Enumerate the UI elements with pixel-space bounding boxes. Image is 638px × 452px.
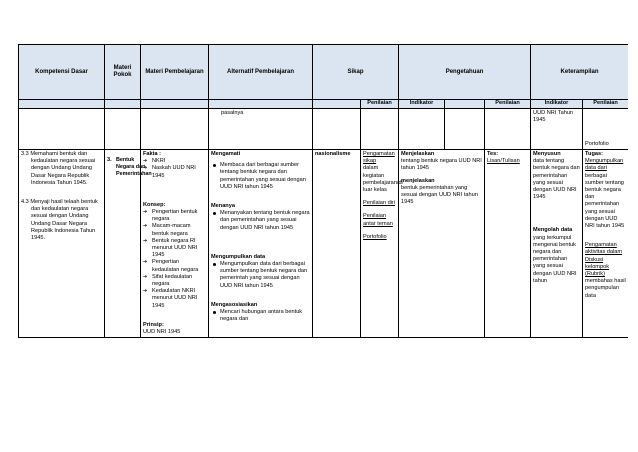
- konsep-item: ➔ Macam-macam bentuk negara: [143, 223, 206, 237]
- fakta-item: ➔ Naskah UUD NRI 1945: [143, 165, 206, 179]
- mengamati-list: [211, 162, 310, 191]
- subheader-sikap-penilaian: Penilaian: [361, 100, 399, 109]
- continuation-keterampilan-indikator: UUD NRI Tahun 1945: [531, 109, 583, 150]
- menanya-title: Menanya: [211, 203, 235, 210]
- mengamati-title: Mengamati: [211, 151, 241, 157]
- rpp-table-page: [18, 44, 628, 452]
- sikap-penilaian-c: Penilaian diri: [363, 200, 396, 207]
- kd-item: 3.3 Memahami bentuk dan kedaulatan negara sesuai dengan Undang Undang Dasar Negara Republik Indonesia Tahun 1945.: [21, 151, 96, 186]
- ket-penilaian-desc-2: membahas hasil pengumpulan data: [585, 278, 626, 299]
- fakta-title: Fakta :: [143, 151, 162, 157]
- continuation-keterampilan-penilaian: Portofolio: [583, 109, 628, 150]
- content-row: [19, 150, 629, 338]
- subheader-pengetahuan-penilaian: Penilaian: [485, 100, 531, 109]
- subheader-keterampilan-indikator: Indikator: [531, 100, 583, 109]
- sikap-penilaian-e: Portofolio: [363, 233, 387, 240]
- header-keterampilan: Keterampilan: [531, 45, 628, 100]
- peng-indikator-title-2: menjelaskan: [401, 177, 435, 184]
- mengumpulkan-item: Mengumpulkan data dari berbagai sumber tentang bentuk negara dan pemerintah yang sesuai dengan UUD NRI tahun 1945: [211, 261, 310, 290]
- konsep-item: ➔ Bentuk negara RI menurut UUD NRI 1945: [143, 238, 206, 260]
- kd-item: 4.3 Menyaji hasil telaah bentuk dan kedaulatan negara sesuai dengan Undang Undang Dasar Negara Republik Indonesia Tahun 1945.: [21, 199, 98, 242]
- prinsip-title: Prinsip:: [143, 321, 164, 328]
- keterampilan-penilaian-cell: [583, 150, 628, 338]
- konsep-item: ➔ Kedaulatan NKRI menurut UUD NRI 1945: [143, 288, 206, 310]
- peng-penilaian-desc: Lisan/Tulisan: [487, 158, 520, 165]
- sikap-penilaian-cell: [361, 150, 403, 338]
- konsep-item: ➔ Sifat kedaulatan negara: [143, 274, 206, 288]
- materi-pokok-cell: [105, 150, 152, 338]
- mengasosiasikan-title: Mengasosiasikan: [211, 301, 258, 308]
- mengasosiasikan-list: [211, 309, 310, 323]
- fakta-list: [143, 158, 206, 180]
- ket-penilaian-desc-1: berbagai sumber tentang bentuk negara dan pemerintahan yang sesuai dengan UUD NRI tahun 1945: [585, 172, 625, 230]
- peng-indikator-desc-2: bentuk pemerintahan yang sesuai dengan UUD NRI tahun 1945: [401, 184, 478, 206]
- ket-penilaian-underlined-2: Pengamatan aktivitas dalam Diskusi kelompok (Rubrik): [585, 242, 623, 278]
- konsep-list: [143, 209, 206, 310]
- lesson-plan-table: [18, 44, 628, 338]
- menanya-item: Menanyakan tentang bentuk negara dan pemerintahan yang sesuai dengan UUD NRI tahun 1945: [211, 210, 310, 232]
- konsep-item: ➔ Pengertian bentuk negara: [143, 209, 206, 223]
- konsep-title: Konsep:: [143, 201, 166, 208]
- ket-penilaian-underlined-1: Mengumpulkan data dari: [585, 158, 624, 172]
- materi-pembelajaran-cell: [141, 150, 209, 338]
- materi-pokok-number: 3.: [107, 157, 112, 163]
- subheader-pengetahuan-indikator: Indikator: [399, 100, 445, 109]
- sikap-penilaian-b: dalam kegiatan pembelajaran/di luar kelas: [363, 165, 403, 194]
- sikap-value: nasionalisme: [313, 150, 361, 338]
- header-alternatif-pembelajaran: Alternatif Pembelajaran: [209, 45, 313, 100]
- continuation-row: [19, 109, 629, 150]
- peng-indikator-title-1: Menjelaskan: [401, 151, 435, 157]
- header-pengetahuan: Pengetahuan: [399, 45, 531, 100]
- peng-penilaian-title: Tes:: [487, 151, 499, 157]
- continuation-alternatif: pasalnya: [209, 109, 313, 150]
- mengumpulkan-list: [211, 261, 310, 290]
- header-materi-pembelajaran: Materi Pembelajaran: [141, 45, 209, 100]
- kompetensi-dasar-cell: [19, 150, 105, 338]
- pengetahuan-indikator-cell: [399, 150, 485, 338]
- header-materi-pokok: Materi Pokok: [105, 45, 141, 100]
- ket-indikator-desc-2: yang terkumpul mengenai bentuk negara dan pemerintahan yang sesuai dengan UUD NRI tahun: [533, 234, 577, 284]
- keterampilan-indikator-cell: [531, 150, 583, 338]
- subheader-keterampilan-penilaian: Penilaian: [583, 100, 628, 109]
- ket-indikator-desc-1: data tentang bentuk negara dan pemerintahan yang sesuai dengan UUD NRI 1945: [533, 158, 580, 201]
- menanya-list: [211, 210, 310, 232]
- header-kompetensi-dasar: Kompetensi Dasar: [19, 45, 105, 100]
- alternatif-pembelajaran-cell: [209, 150, 313, 338]
- sikap-penilaian-a: Pengamatan sikap: [363, 151, 395, 165]
- header-row: [19, 45, 629, 100]
- prinsip-text: UUD NRI 1945: [143, 329, 181, 336]
- mengumpulkan-title: Mengumpulkan data: [211, 253, 266, 260]
- subheader-row: [19, 100, 629, 109]
- ket-indikator-title-2: Mengolah data: [533, 227, 573, 234]
- pengetahuan-penilaian-cell: [485, 150, 531, 338]
- ket-penilaian-title: Tugas:: [585, 151, 603, 157]
- mengasosiasikan-item: Mencari hubungan antara bentuk negara dan: [211, 309, 310, 323]
- peng-indikator-desc-1: tentang bentuk negara UUD NRI tahun 1945: [401, 158, 482, 172]
- header-sikap: Sikap: [313, 45, 399, 100]
- sikap-penilaian-d: Penilaian antar teman: [363, 213, 393, 227]
- fakta-item: ➔ NKRI: [143, 158, 206, 165]
- konsep-item: ➔ Pengertian kedaulatan negara: [143, 259, 206, 273]
- ket-indikator-title-1: Menyusun: [533, 151, 561, 157]
- mengamati-item: Membaca dari berbagai sumber tentang bentuk negara dan pemerintahan yang sesuai dengan UUD NRI tahun 1945: [211, 162, 310, 191]
- materi-pokok-text: Bentuk Negara dan Pemerintahan: [116, 157, 152, 178]
